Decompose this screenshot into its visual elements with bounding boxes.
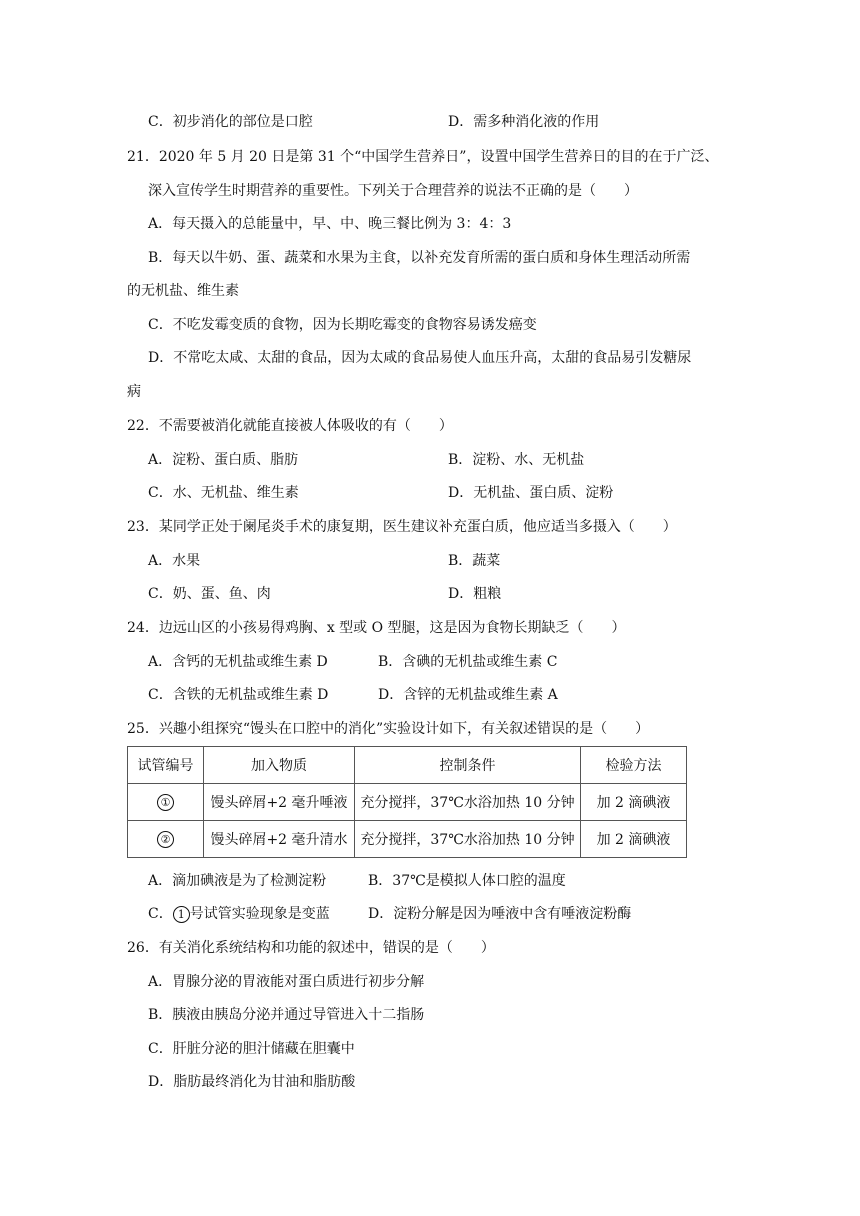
q20-option-d: D．需多种消化液的作用 — [448, 114, 600, 130]
q23-option-a: A．水果 — [148, 553, 201, 569]
q26-option-b: B．胰液由胰岛分泌并通过导管进入十二指肠 — [148, 1007, 425, 1023]
q21-option-d-line1: D．不常吃太咸、太甜的食品，因为太咸的食品易使人血压升高，太甜的食品易引发糖尿 — [148, 350, 692, 366]
q20-options-cd — [148, 112, 599, 132]
q24-option-d: D．含锌的无机盐或维生素 A — [378, 687, 558, 703]
q21-option-c: C．不吃发霉变质的食物，因为长期吃霉变的食物容易诱发癌变 — [148, 317, 537, 333]
q24-option-c: C．含铁的无机盐或维生素 D — [148, 687, 329, 703]
q22-option-b: B．淀粉、水、无机盐 — [448, 452, 585, 468]
q24-stem: 24．边远山区的小孩易得鸡胸、x 型或 O 型腿，这是因为食物长期缺乏（ ） — [127, 620, 626, 636]
q21-option-b-line2: 的无机盐、维生素 — [127, 283, 239, 299]
q25-option-b: B．37℃是模拟人体口腔的温度 — [368, 873, 566, 889]
table-header-cell: 控制条件 — [355, 747, 581, 784]
q21-option-a: A．每天摄入的总能量中，早、中、晚三餐比例为 3：4：3 — [148, 216, 512, 232]
q22-option-a: A．淀粉、蛋白质、脂肪 — [148, 452, 299, 468]
table-header-cell: 加入物质 — [204, 747, 355, 784]
circled-number: ① — [157, 794, 174, 811]
q24-options-cd — [148, 685, 558, 705]
table-cell: 馒头碎屑+2 毫升清水 — [204, 821, 355, 858]
table-cell — [128, 821, 204, 858]
q25-option-c — [148, 904, 368, 924]
q20-option-c: C．初步消化的部位是口腔 — [148, 114, 313, 130]
circled-number: 1 — [173, 906, 190, 923]
q23-option-d: D．粗粮 — [448, 586, 502, 602]
table-cell: 加 2 滴碘液 — [581, 821, 687, 858]
q25-option-c-text: 号试管实验现象是变蓝 — [189, 906, 330, 922]
table-header-row — [128, 747, 687, 784]
q26-stem: 26．有关消化系统结构和功能的叙述中，错误的是（ ） — [127, 940, 495, 956]
q21-stem-line1: 21．2020 年 5 月 20 日是第 31 个“中国学生营养日”，设置中国学生营养日的目的在于广泛、 — [127, 149, 719, 165]
q23-option-b: B．蔬菜 — [448, 553, 501, 569]
q22-options-cd — [148, 483, 613, 503]
q22-option-c: C．水、无机盐、维生素 — [148, 485, 299, 501]
q25-option-a: A．滴加碘液是为了检测淀粉 — [148, 873, 327, 889]
q23-option-c: C．奶、蛋、鱼、肉 — [148, 586, 271, 602]
q24-option-a: A．含钙的无机盐或维生素 D — [148, 654, 328, 670]
table-cell: 馒头碎屑+2 毫升唾液 — [204, 784, 355, 821]
q26-option-a: A．胃腺分泌的胃液能对蛋白质进行初步分解 — [148, 974, 425, 990]
q25-options-ab — [148, 871, 566, 891]
q23-options-cd — [148, 584, 501, 604]
table-row — [128, 821, 687, 858]
q21-option-d-line2: 病 — [127, 384, 141, 400]
q22-options-ab — [148, 450, 584, 470]
q21-option-b-line1: B．每天以牛奶、蛋、蔬菜和水果为主食，以补充发育所需的蛋白质和身体生理活动所需 — [148, 250, 691, 266]
q23-options-ab — [148, 551, 500, 571]
q25-stem: 25．兴趣小组探究“馒头在口腔中的消化”实验设计如下，有关叙述错误的是（ ） — [127, 721, 650, 737]
table-row — [128, 784, 687, 821]
q22-option-d: D．无机盐、蛋白质、淀粉 — [448, 485, 614, 501]
table-cell: 加 2 滴碘液 — [581, 784, 687, 821]
q26-option-d: D．脂肪最终消化为甘油和脂肪酸 — [148, 1074, 356, 1090]
q25-option-c-prefix: C． — [148, 906, 173, 922]
q25-options-cd — [148, 904, 631, 924]
q21-stem-line2: 深入宣传学生时期营养的重要性。下列关于合理营养的说法不正确的是（ ） — [148, 183, 638, 199]
q25-experiment-table — [127, 746, 687, 858]
table-header-cell: 试管编号 — [128, 747, 204, 784]
q23-stem: 23．某同学正处于阑尾炎手术的康复期，医生建议补充蛋白质，他应适当多摄入（ ） — [127, 519, 677, 535]
q24-option-b: B．含碘的无机盐或维生素 C — [378, 654, 558, 670]
q26-option-c: C．肝脏分泌的胆汁储藏在胆囊中 — [148, 1041, 355, 1057]
table-cell: 充分搅拌，37℃水浴加热 10 分钟 — [355, 821, 581, 858]
q24-options-ab — [148, 652, 557, 672]
table-header-cell: 检验方法 — [581, 747, 687, 784]
q25-option-d: D．淀粉分解是因为唾液中含有唾液淀粉酶 — [368, 906, 632, 922]
table-cell: 充分搅拌，37℃水浴加热 10 分钟 — [355, 784, 581, 821]
circled-number: ② — [157, 831, 174, 848]
q22-stem: 22．不需要被消化就能直接被人体吸收的有（ ） — [127, 418, 453, 434]
table-cell — [128, 784, 204, 821]
